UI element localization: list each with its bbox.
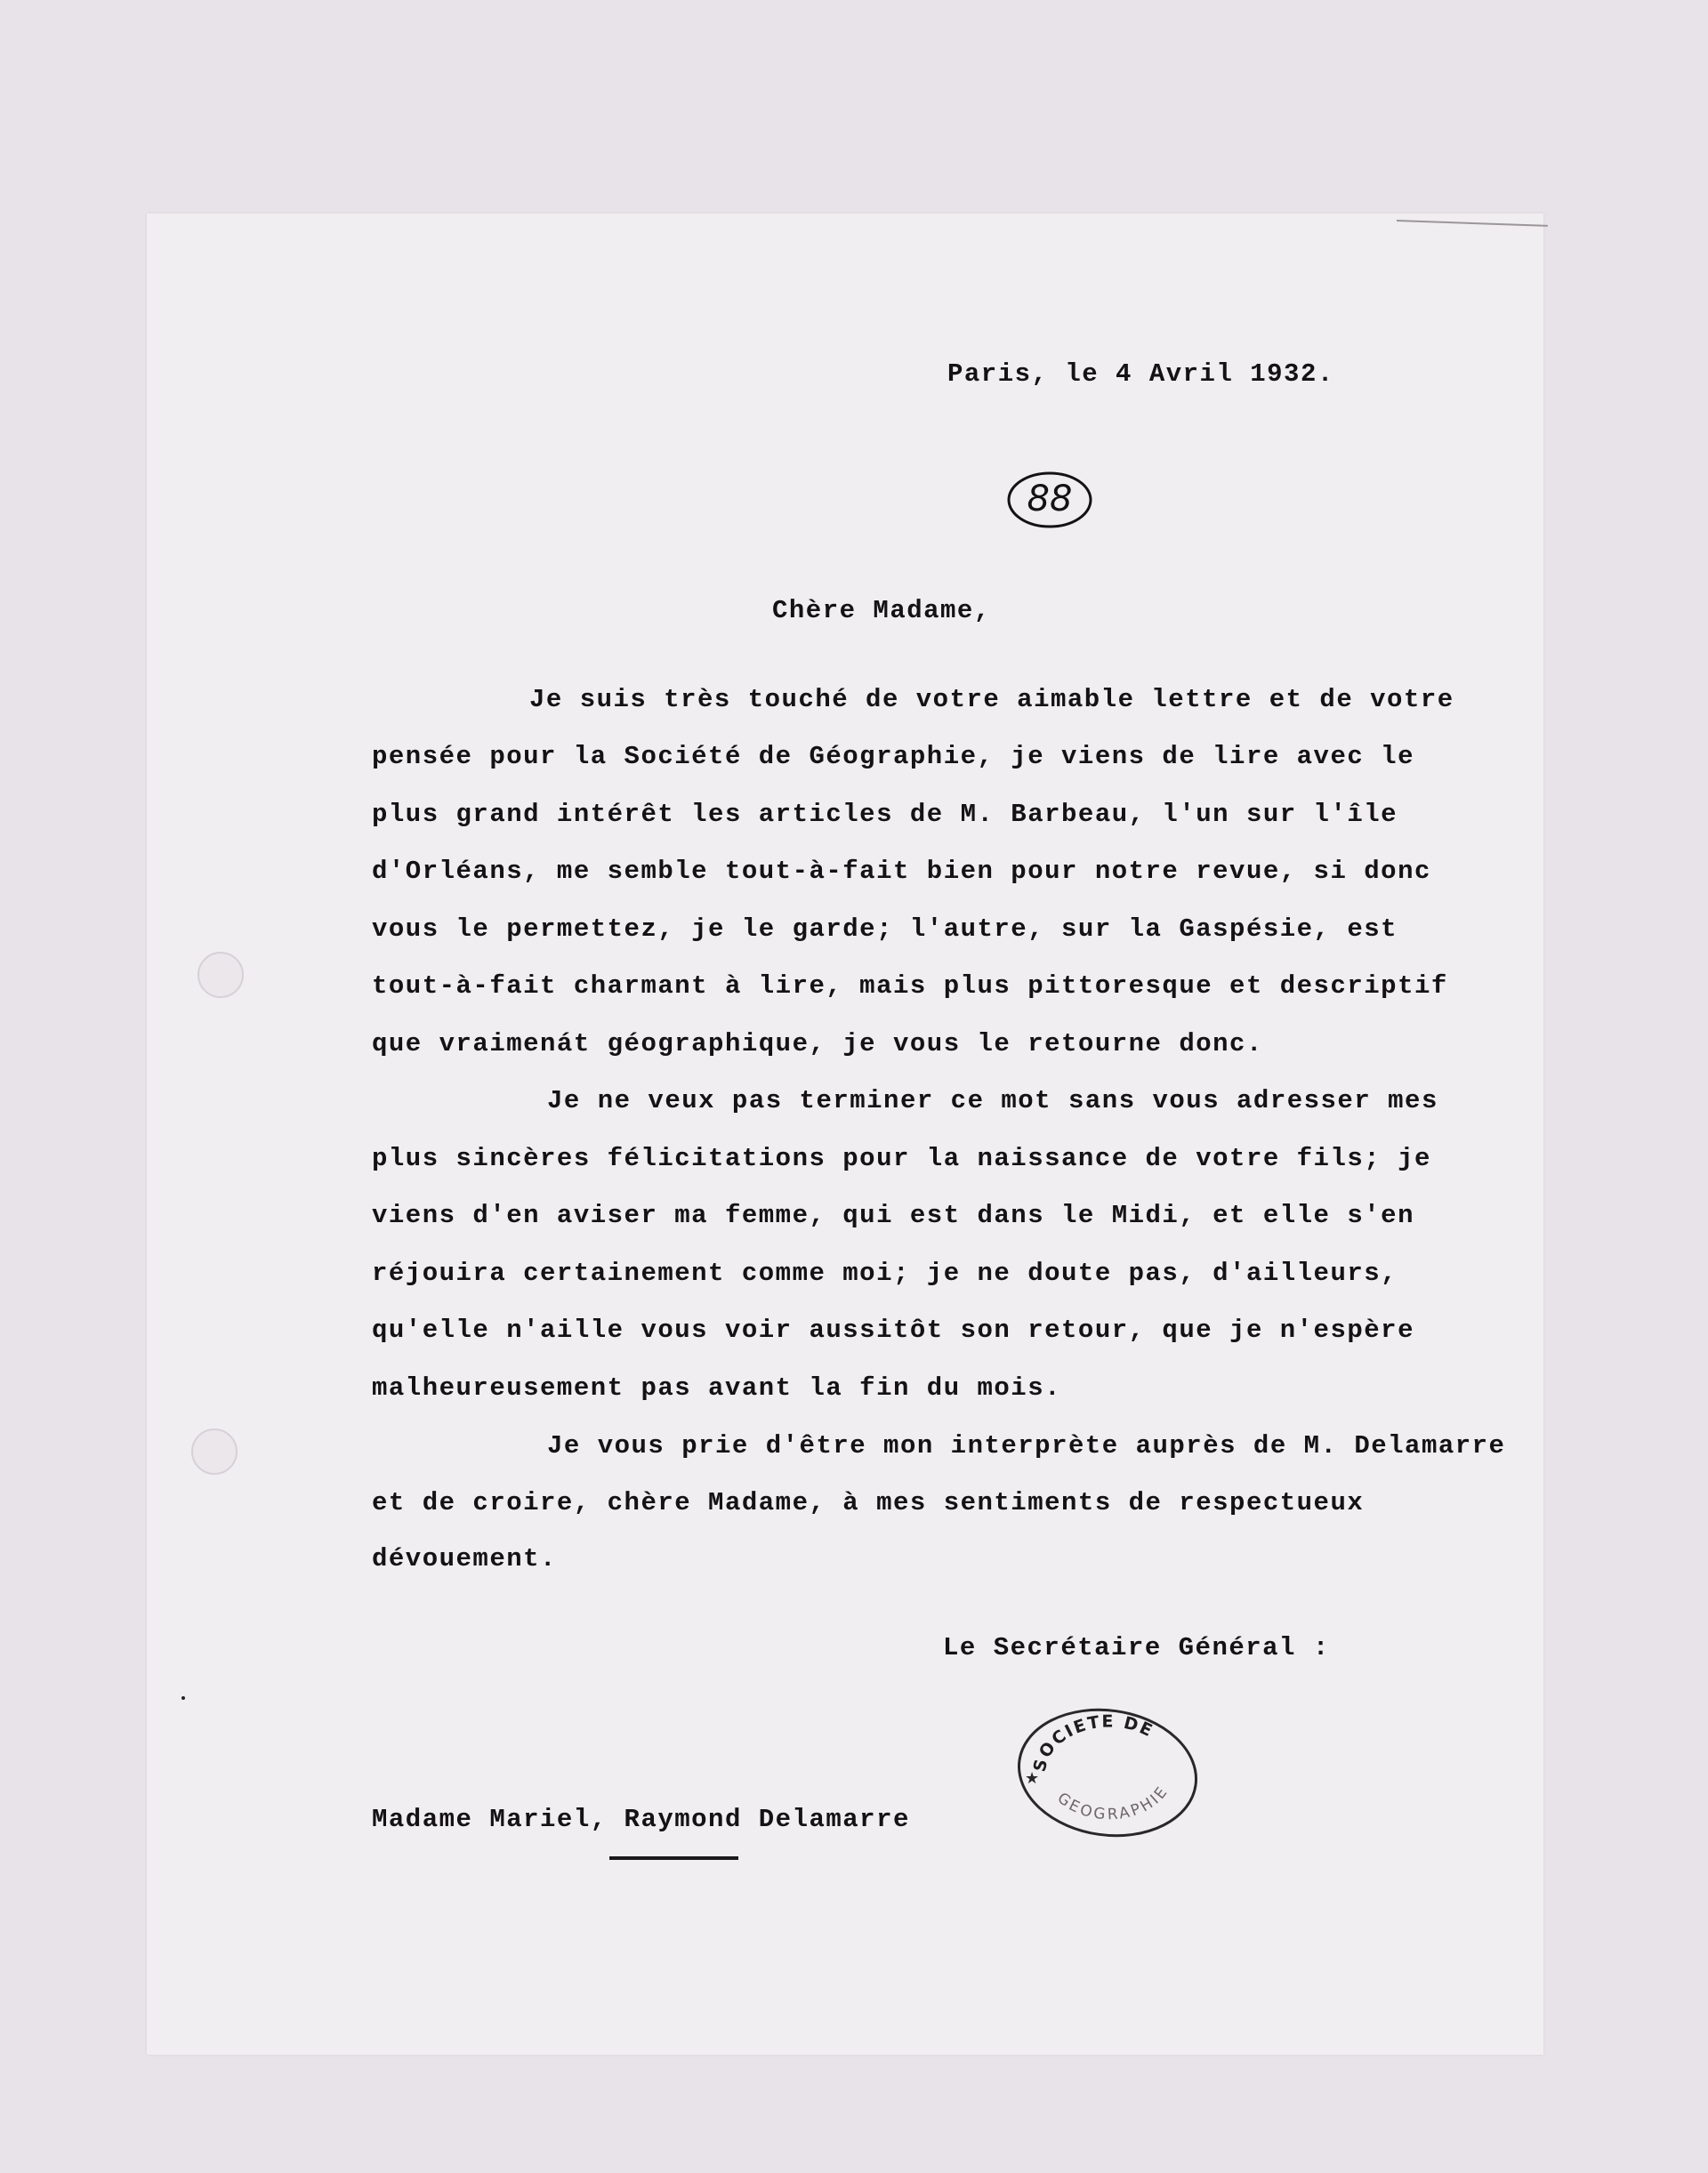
body-line: Je ne veux pas terminer ce mot sans vous adresser mes [547,1086,1438,1115]
salutation: Chère Madame, [772,596,991,625]
body-line: malheureusement pas avant la fin du mois. [372,1373,1062,1403]
body-line: plus sincères félicitations pour la naissance de votre fils; je [372,1144,1431,1173]
society-stamp-icon [1014,1703,1201,1841]
recipient-underline [609,1856,738,1860]
society-stamp [1014,1703,1201,1841]
letter-sheet [147,213,1543,2055]
body-line: Je suis très touché de votre aimable lettre et de votre [529,685,1454,714]
stamp-text-bottom: GEOGRAPHIE [1053,1782,1173,1824]
body-line: tout-à-fait charmant à lire, mais plus pittoresque et descriptif [372,971,1448,1001]
body-line: réjouira certainement comme moi; je ne doute pas, d'ailleurs, [372,1259,1398,1288]
stamp-star-icon: ★ [1025,1769,1040,1788]
punch-hole-bottom [191,1429,238,1475]
body-line: pensée pour la Société de Géographie, je viens de lire avec le [372,742,1414,771]
body-line: qu'elle n'aille vous voir aussitôt son retour, que je n'espère [372,1316,1414,1345]
body-line: vous le permettez, je le garde; l'autre, sur la Gaspésie, est [372,914,1398,944]
signatory-title: Le Secrétaire Général : [943,1633,1330,1662]
folio-mark [1005,470,1094,530]
body-line: d'Orléans, me semble tout-à-fait bien pour notre revue, si donc [372,857,1431,886]
recipient: Madame Mariel, Raymond Delamarre [372,1805,910,1834]
folio-number: 88 [1027,479,1073,519]
stamp-text-top: SOCIETE DE [1029,1711,1157,1775]
punch-hole-top [197,952,244,998]
date-line: Paris, le 4 Avril 1932. [947,359,1334,389]
body-line: dévouement. [372,1544,557,1573]
body-line: que vraimenát géographique, je vous le retourne donc. [372,1029,1263,1058]
svg-text:GEOGRAPHIE [1054,1783,1173,1824]
ink-speck [181,1696,185,1700]
body-line: Je vous prie d'être mon interprète auprès de M. Delamarre [547,1431,1506,1461]
body-line: et de croire, chère Madame, à mes sentiments de respectueux [372,1488,1365,1517]
body-line: plus grand intérêt les articles de M. Barbeau, l'un sur l'île [372,800,1398,829]
body-line: viens d'en aviser ma femme, qui est dans le Midi, et elle s'en [372,1201,1414,1230]
